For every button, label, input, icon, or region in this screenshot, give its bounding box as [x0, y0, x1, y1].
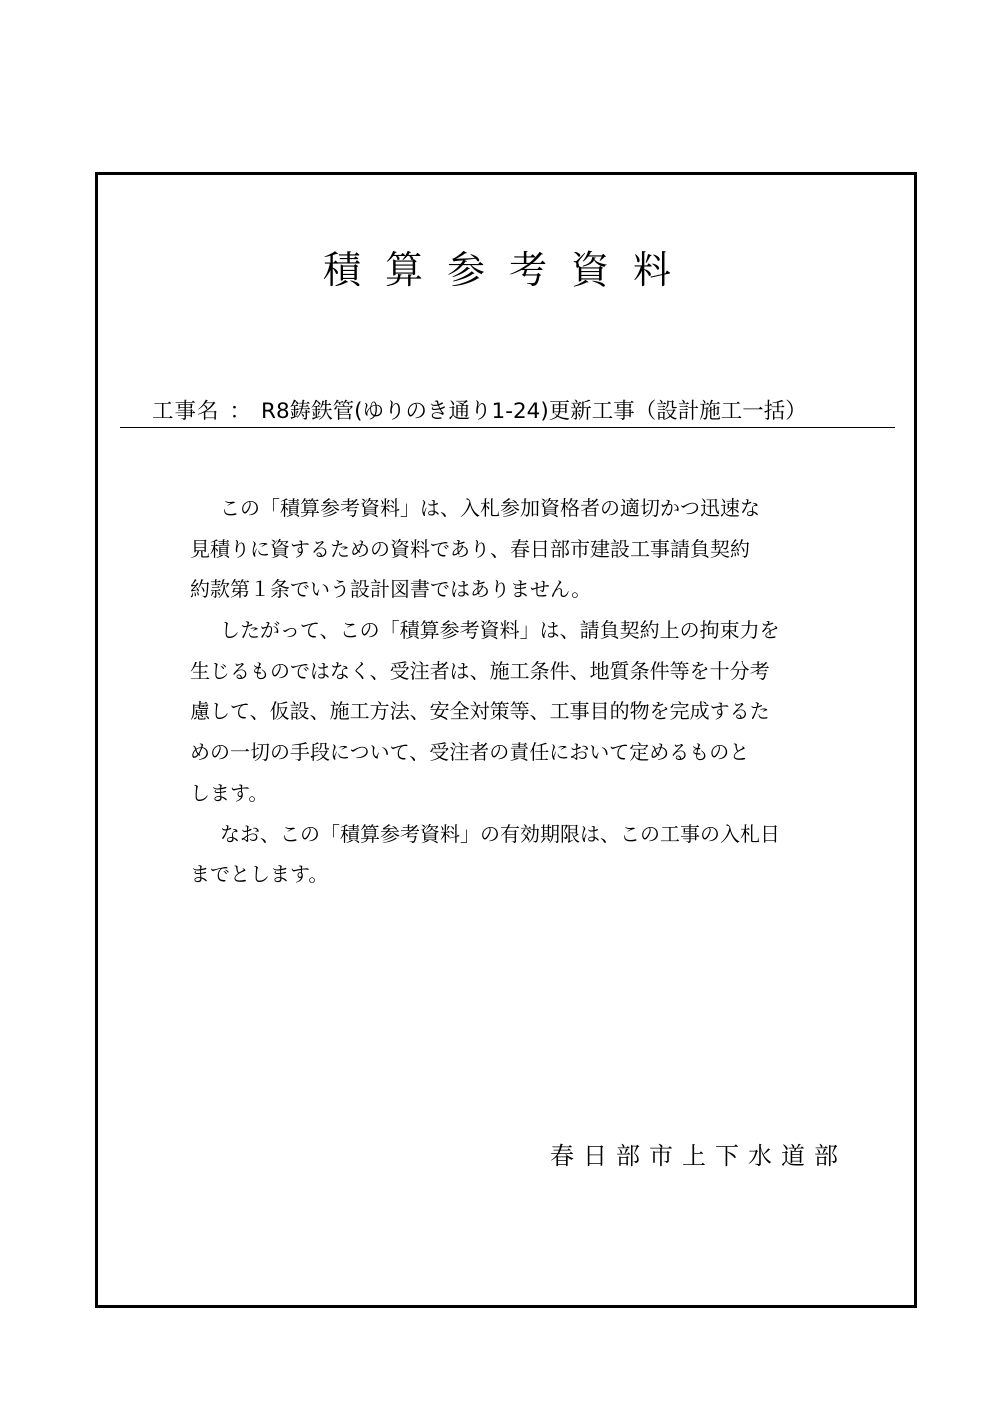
body-line: したがって、この「積算参考資料」は、請負契約上の拘束力を	[220, 618, 780, 643]
project-name-line	[120, 398, 895, 428]
body-line: めの一切の手段について、受注者の責任において定めるものと	[190, 740, 750, 765]
body-line: します。	[190, 780, 269, 805]
body-line: 生じるものではなく、受注者は、施工条件、地質条件等を十分考	[190, 658, 770, 683]
notice-body	[190, 488, 840, 895]
document-title: 積算参考資料	[322, 248, 695, 292]
project-separator: ：	[229, 399, 252, 424]
body-line: 見積りに資するための資料であり、春日部市建設工事請負契約	[190, 536, 750, 561]
body-line: までとします。	[190, 862, 329, 887]
project-label: 工事名	[152, 399, 220, 424]
body-line: なお、この「積算参考資料」の有効期限は、この工事の入札日	[220, 821, 780, 846]
body-line: この「積算参考資料」は、入札参加資格者の適切かつ迅速な	[220, 496, 760, 520]
issuer-name: 春日部市上下水道部	[550, 1142, 847, 1170]
body-line: 約款第１条でいう設計図書ではありません。	[190, 577, 592, 602]
project-name: R8鋳鉄管(ゆりのき通り1-24)更新工事（設計施工一括）	[261, 399, 807, 424]
body-line: 慮して、仮設、施工方法、安全対策等、工事目的物を完成するた	[190, 699, 770, 724]
